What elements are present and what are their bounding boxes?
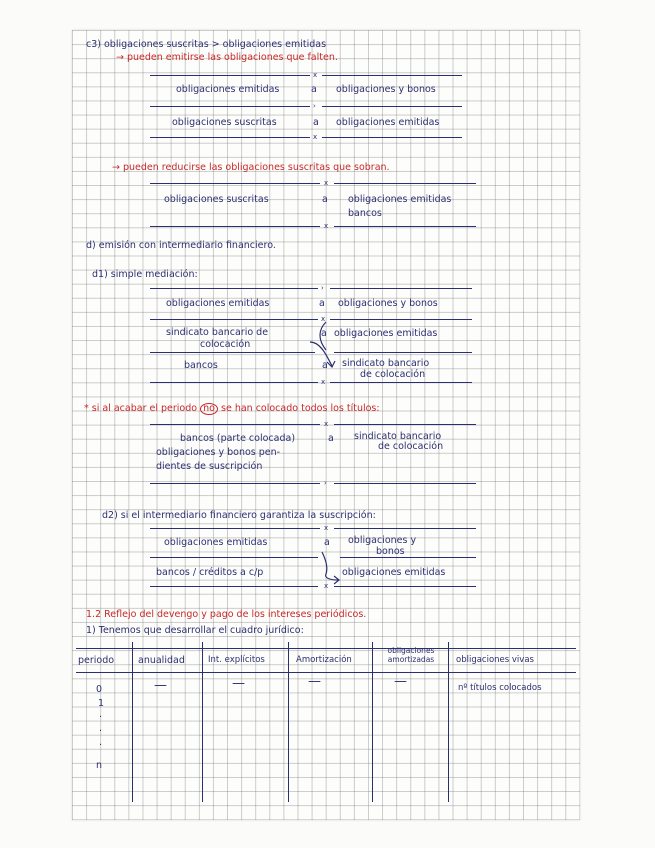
table-dash: — <box>394 674 407 689</box>
table-column-line <box>132 642 133 802</box>
entry-right: obligaciones emitidas <box>336 117 440 128</box>
entry-right: obligaciones emitidas <box>342 567 446 578</box>
entry-left-2: obligaciones y bonos pen- <box>156 447 281 458</box>
entry-right: obligaciones y bonos <box>336 84 436 95</box>
arrow-mark: › <box>321 284 324 292</box>
section-d1-heading: d1) simple mediación: <box>92 269 198 280</box>
entry-line <box>150 137 310 138</box>
note-circled: no <box>200 403 218 415</box>
entry-right: obligaciones emitidas <box>334 328 438 339</box>
note-post: se han colocado todos los títulos: <box>221 403 380 414</box>
entry-line <box>150 106 310 107</box>
x-mark: x <box>324 222 329 230</box>
table-header-int-explicitos: Int. explícitos <box>208 655 265 665</box>
entry-line <box>150 352 315 353</box>
entry-a: a <box>321 328 327 339</box>
entry-right-2: de colocación <box>360 369 426 380</box>
table-period-dot: · <box>99 712 103 723</box>
table-column-line <box>288 642 289 802</box>
section-12-subheading: 1) Tenemos que desarrollar el cuadro jurídico: <box>86 625 304 636</box>
table-top-line <box>76 648 576 649</box>
entry-line <box>150 424 320 425</box>
entry-line <box>322 106 462 107</box>
entry-line <box>334 424 476 425</box>
entry-line <box>150 557 318 558</box>
entry-line <box>334 226 476 227</box>
table-period-1: 1 <box>98 698 105 709</box>
entry-left-1: bancos (parte colocada) <box>180 433 296 444</box>
table-dash: — <box>154 678 167 693</box>
entry-right-1: sindicato bancario <box>354 431 442 442</box>
table-dash: — <box>308 674 321 689</box>
x-mark: x <box>321 378 326 386</box>
x-mark: x <box>324 420 329 428</box>
entry-right-1: sindicato bancario <box>342 358 430 369</box>
entry-line <box>334 528 476 529</box>
entry-right-1: obligaciones emitidas <box>348 194 452 205</box>
section-12-heading: 1.2 Reflejo del devengo y pago de los intereses periódicos. <box>86 609 367 620</box>
entry-a: a <box>322 360 328 371</box>
entry-right-2: de colocación <box>378 441 444 452</box>
arrow-mark: › <box>313 102 316 110</box>
note-periodo <box>84 403 380 415</box>
entry-left: bancos / créditos a c/p <box>156 567 264 578</box>
entry-left: obligaciones emitidas <box>176 84 280 95</box>
entry-line <box>150 75 310 76</box>
entry-line <box>334 586 476 587</box>
section-d-heading: d) emisión con intermediario financiero. <box>86 240 276 251</box>
entry-left: obligaciones suscritas <box>172 117 277 128</box>
note-pre: * si al acabar el periodo <box>84 403 198 414</box>
x-mark: x <box>324 179 329 187</box>
entry-a: a <box>328 433 334 444</box>
entry-line <box>150 586 318 587</box>
entry-a: a <box>319 298 325 309</box>
entry-line <box>334 483 476 484</box>
entry-line <box>334 352 472 353</box>
table-column-line <box>372 642 373 802</box>
entry-a: a <box>311 84 317 95</box>
entry-left: obligaciones emitidas <box>166 298 270 309</box>
x-mark: x <box>324 582 329 590</box>
table-column-line <box>202 642 203 802</box>
entry-line <box>330 319 472 320</box>
x-mark: x <box>313 71 318 79</box>
entry-line <box>340 557 476 558</box>
entry-line <box>322 75 462 76</box>
table-column-line <box>448 642 449 802</box>
entry-a: a <box>313 117 319 128</box>
table-period-dot: · <box>99 740 103 751</box>
entry-line <box>150 483 320 484</box>
entry-line <box>150 183 320 184</box>
table-period-dot: · <box>99 726 103 737</box>
arrow-mark: › <box>324 479 327 487</box>
entry-right-2: bancos <box>348 208 382 219</box>
entry-left-3: dientes de suscripción <box>156 461 263 472</box>
entry-a: a <box>322 194 328 205</box>
entry-left: bancos <box>184 360 218 371</box>
entry-line <box>150 528 320 529</box>
entry-a: a <box>324 537 330 548</box>
section-d2-heading: d2) si el intermediario financiero garantiza la suscripción: <box>102 510 376 521</box>
entry-left-1: sindicato bancario de <box>166 327 269 338</box>
entry-line <box>330 288 472 289</box>
note-emitirse: → pueden emitirse las obligaciones que falten. <box>116 52 338 63</box>
note-reducirse: → pueden reducirse las obligaciones suscritas que sobran. <box>112 162 390 173</box>
entry-line <box>150 319 318 320</box>
table-header-amortizacion: Amortización <box>296 655 352 665</box>
table-cell-titulos-colocados: nº títulos colocados <box>458 683 542 693</box>
table-dash: — <box>232 676 245 691</box>
entry-left-2: colocación <box>200 339 251 350</box>
table-header-obligaciones-amortizadas: obligaciones amortizadas <box>387 646 435 664</box>
entry-line <box>322 137 462 138</box>
table-period-0: 0 <box>96 684 103 695</box>
entry-left: obligaciones emitidas <box>164 537 268 548</box>
x-mark: x <box>321 315 326 323</box>
entry-line <box>330 382 472 383</box>
entry-right-1: obligaciones y <box>348 535 417 546</box>
table-header-anualidad: anualidad <box>138 655 185 666</box>
entry-left: obligaciones suscritas <box>164 194 269 205</box>
table-period-n: n <box>96 760 103 771</box>
table-header-periodo: periodo <box>78 655 115 666</box>
entry-line <box>334 183 476 184</box>
x-mark: x <box>324 524 329 532</box>
table-header-obligaciones-vivas: obligaciones vivas <box>456 655 534 665</box>
section-c3-heading: c3) obligaciones suscritas > obligaciones emitidas <box>86 39 327 50</box>
notebook-page <box>72 30 580 820</box>
entry-line <box>150 382 318 383</box>
entry-right-2: bonos <box>376 546 405 557</box>
entry-right: obligaciones y bonos <box>338 298 438 309</box>
entry-line <box>150 226 320 227</box>
entry-line <box>150 288 318 289</box>
table-header-line <box>76 672 576 673</box>
x-mark: x <box>313 133 318 141</box>
